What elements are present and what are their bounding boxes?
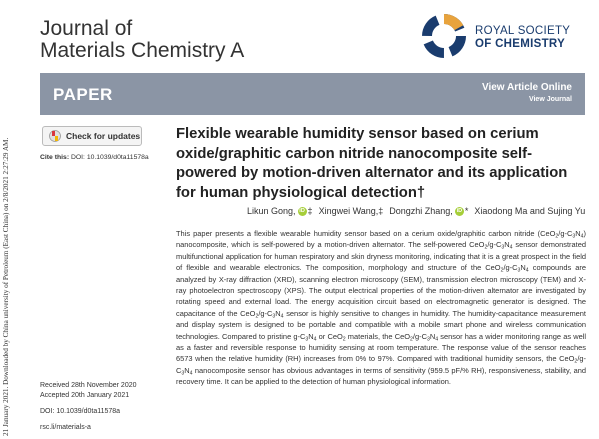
author-xingwei-wang: Xingwei Wang,‡ [318,206,384,216]
accepted-date: Accepted 20th January 2021 [40,392,130,399]
abstract: This paper presents a flexible wearable humidity sensor based on a cerium oxide/graphitic carbon nitride $(CeO_2/g-C_3N_4)$ nanocomposite, which is self-powered by a motion-driven alternator. The self-powered $CeO_2/g-C_3N_4$ sensor demonstrated multifunctional application for human respiratory and skin dryness monitoring, indicating that it is a great prospect in the field of flexible and wearable electronics. The composition, morphology and structure of the $CeO_2/g-C_3N_4$ compounds are analyzed by X-ray diffraction (XRD), scanning electron microscopy (SEM), transmission electron microscopy (TEM) and X-ray photoelectron spectroscopy (XPS). The output electrical properties of the motion-driven alternator are investigated by rotating speed and external load. The energy acquisition circuit based on electromagnetic generator is designed. The capacitance of the $CeO_2/g-C_3N_4$ sensor is highly sensitive to changes in humidity. The humidity-capacitance measurement and display system is designed to be portable and compatible with a mobile smart phone and wireless communication technologies. Compared to pristine $g-C_3N_4$ or CeO$_2$ materials, the $CeO_2/g-C_3N_4$ sensor has a wider monitoring range as well as a faster and reversible response to humidity sensing at room temperature. The response value of the sensor reaches 6573 when the relative humidity (RH) increases from 0% to 97%. Compared with traditional humidity sensors, the $CeO_2/g-C_3N_4$ nanocomposite sensor has obvious advantages in terms of sensitivity (959.5 pF/% RH), responsiveness, stability, and recovery time. It can be applied to the detection of human physiological information. [176,229,587,387]
article-dates [40,381,137,417]
cite-line [40,154,149,161]
orcid-icon[interactable]: iD [456,207,463,214]
journal-title [40,18,244,62]
author-mark: ‡ [307,206,313,216]
view-article-online-link[interactable]: View Article Online [481,82,572,93]
orcid-icon[interactable]: iD [299,207,305,214]
download-stamp-text: 21 January 2021. Downloaded by China university of Petroleum (East China) on 2/8/2021 2:27:29 AM. [2,137,10,436]
article-title: Flexible wearable humidity sensor based on cerium oxide/graphitic carbon nitride nanocomposite self-powered by motion-driven alternator and its application for human physiological detection† [176,126,568,201]
crossmark-icon [49,130,61,142]
doi-left: DOI: 10.1039/d0ta11578a [40,408,121,415]
journal-title-line1: Journal of [40,17,133,40]
journal-title-line2: Materials Chemistry A [40,39,245,62]
check-for-updates-label: Check for updates [66,131,141,141]
rsc-publisher-name [475,25,570,51]
view-journal-link[interactable]: View Journal [528,96,572,103]
author-ma-yu: Xiaodong Ma and Sujing Yu [474,206,586,216]
cite-label: Cite this: [40,154,70,161]
download-stamp [0,0,14,439]
author-dongzhi-zhang: Dongzhi Zhang, [389,206,453,216]
cite-doi: DOI: 10.1039/d0ta11578a [70,154,149,161]
author-likun-gong: Likun Gong, [247,206,296,216]
rsc-name-line1: ROYAL SOCIETY [475,25,571,37]
article-type-banner [40,73,585,115]
author-mark: * [464,206,469,216]
received-date: Received 28th November 2020 [40,382,137,389]
author-list [247,206,585,216]
article-type-label: PAPER [53,85,113,104]
rsc-name-line2: OF CHEMISTRY [475,38,566,50]
rsc-logo-icon [420,12,468,60]
check-for-updates-button[interactable] [42,126,142,146]
journal-short-link[interactable]: rsc.li/materials-a [40,424,91,431]
